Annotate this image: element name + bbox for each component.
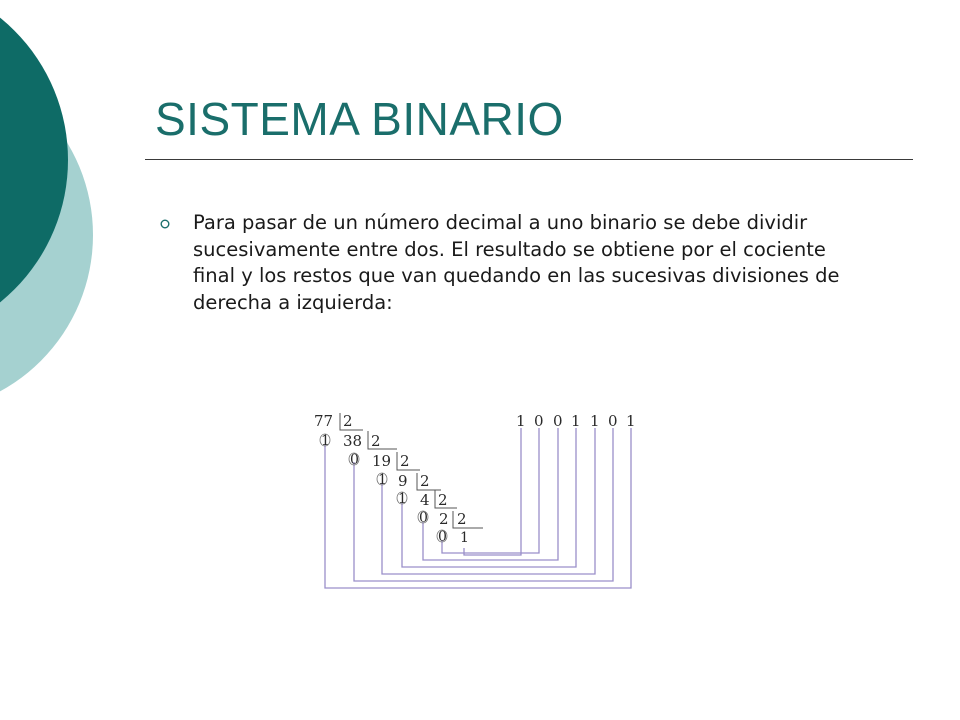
- bullet-icon: [160, 219, 170, 229]
- dividend: 77: [314, 412, 334, 430]
- dividend: 19: [372, 452, 392, 470]
- decorative-circles: [0, 0, 120, 400]
- divisor: 2: [371, 432, 381, 450]
- divisor: 2: [343, 412, 353, 430]
- connector-line: [442, 428, 539, 553]
- connector-line: [464, 428, 521, 555]
- final-quotient: 1: [460, 530, 469, 546]
- dividend: 38: [343, 432, 363, 450]
- remainder: 0: [350, 452, 359, 468]
- remainder: 1: [378, 472, 387, 488]
- result-digit: 1: [516, 412, 526, 430]
- connector-lines: [325, 428, 631, 588]
- dividend: 2: [439, 510, 449, 528]
- remainder: 0: [438, 529, 447, 545]
- divisor: 2: [457, 510, 467, 528]
- result-digit: 1: [626, 412, 636, 430]
- remainder: 0: [419, 510, 428, 526]
- divisor: 2: [438, 491, 448, 509]
- result-digit: 1: [590, 412, 600, 430]
- connector-line: [354, 428, 613, 581]
- remainder: 1: [398, 491, 407, 507]
- body-paragraph: Para pasar de un número decimal a uno binario se debe dividir sucesivamente entre dos. El resultado se obtiene por el cociente final y los restos que van quedando en las sucesivas divisiones de derecha a izquierda:: [193, 211, 840, 314]
- dividend: 4: [420, 491, 430, 509]
- binary-division-diagram: [305, 400, 650, 600]
- connector-line: [382, 428, 595, 574]
- title-divider: [145, 159, 913, 160]
- result-digit: 1: [571, 412, 581, 430]
- divisor: 2: [420, 472, 430, 490]
- slide-title: SISTEMA BINARIO: [155, 93, 564, 145]
- remainder: 1: [321, 433, 330, 449]
- result-digit: 0: [608, 412, 618, 430]
- dividend: 9: [398, 472, 408, 490]
- result-digit: 0: [534, 412, 544, 430]
- connector-line: [325, 428, 631, 588]
- divisor: 2: [400, 452, 410, 470]
- result-digit: 0: [553, 412, 563, 430]
